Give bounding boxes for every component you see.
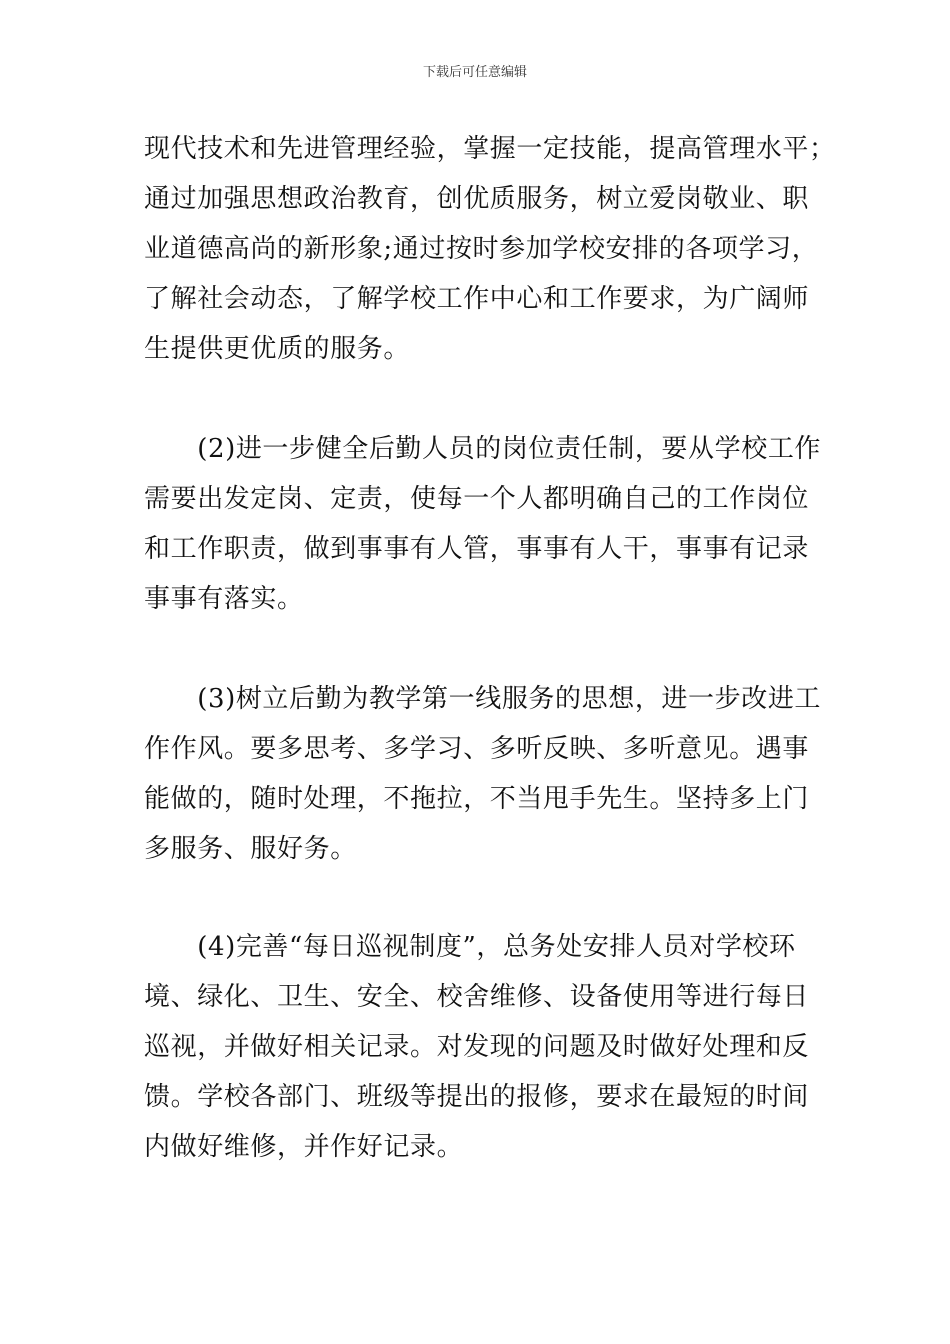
paragraph-1-line-3: 业道德高尚的新形象;通过按时参加学校安排的各项学习， bbox=[144, 234, 819, 264]
paragraph-2-line-4: 事事有落实。 bbox=[144, 584, 304, 614]
paragraph-1-line-1: 现代技术和先进管理经验，掌握一定技能，提高管理水平； bbox=[144, 134, 836, 164]
paragraph-1-line-2: 通过加强思想政治教育，创优质服务，树立爱岗敬业、职 bbox=[144, 184, 810, 214]
paragraph-4-line-2: 境、绿化、卫生、安全、校舍维修、设备使用等进行每日 bbox=[144, 982, 810, 1012]
paragraph-1-line-5: 生提供更优质的服务。 bbox=[144, 334, 411, 364]
paragraph-3-line-3: 能做的，随时处理，不拖拉，不当甩手先生。坚持多上门 bbox=[144, 784, 810, 814]
paragraph-4-line-5: 内做好维修，并作好记录。 bbox=[144, 1132, 464, 1162]
paragraph-3-line-4: 多服务、服好务。 bbox=[144, 834, 357, 864]
paragraph-3-line-2: 作作风。要多思考、多学习、多听反映、多听意见。遇事 bbox=[144, 734, 810, 764]
paragraph-4-line-4: 馈。学校各部门、班级等提出的报修，要求在最短的时间 bbox=[144, 1082, 810, 1112]
paragraph-2-line-1: (2)进一步健全后勤人员的岗位责任制，要从学校工作 bbox=[144, 434, 822, 464]
paragraph-2-line-3: 和工作职责，做到事事有人管，事事有人干，事事有记录 bbox=[144, 534, 810, 564]
paragraph-4-line-3: 巡视，并做好相关记录。对发现的问题及时做好处理和反 bbox=[144, 1032, 810, 1062]
paragraph-4-line-1: (4)完善“每日巡视制度”，总务处安排人员对学校环 bbox=[144, 932, 796, 962]
page-header: 下载后可任意编辑 bbox=[422, 65, 527, 80]
paragraph-1-line-4: 了解社会动态，了解学校工作中心和工作要求，为广阔师 bbox=[144, 284, 810, 314]
paragraph-3-line-1: (3)树立后勤为教学第一线服务的思想，进一步改进工 bbox=[144, 684, 822, 714]
paragraph-2-line-2: 需要出发定岗、定责，使每一个人都明确自己的工作岗位 bbox=[144, 484, 810, 514]
